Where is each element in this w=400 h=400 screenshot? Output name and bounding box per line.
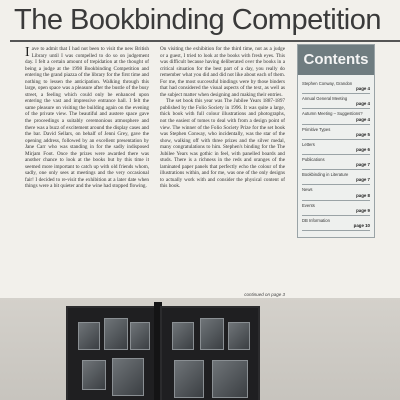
contents-entry [302,79,370,94]
book-left-board [66,306,160,400]
contents-entry [302,109,370,124]
article-paragraph: The set book this year was The Jubilee Years 1887-1897 published by the Folio Society in 1996. It was quite a large, thick book with full colour illustrations and photographs, not the easiest of tomes to deal with from a design point of view. The winner of the Folio Society Prize for the set book was Stephen Conway, who incidentally, was the star of the show, walking off with three prizes and the silver medal, many congratulations to him. Stephen's binding for the The Jubilee Years was gothic in feel, with panelled boards and studs. There is a richness in the reds and oranges of the laminated paper panels that perfectly echo the colour of the illustrations within, and for me, was one of the only designs to actually work with and consider the physical content of this book. [160,98,285,190]
contents-entry-title: Annual General Meeting [302,96,348,102]
title-rule [10,40,400,42]
article-paragraph [25,46,149,190]
contents-entry [302,185,370,200]
contents-list [298,75,374,237]
panel [78,322,100,350]
contents-box [297,44,375,238]
continued-note: continued on page 3 [244,292,285,297]
panel [172,322,194,350]
contents-entry [302,201,370,216]
panel [104,318,128,350]
contents-entry-title: Letters [302,141,315,147]
panel [200,318,224,350]
contents-entry-page: page 4 [356,86,370,92]
contents-entry-title: Stephen Conway, Grandon [302,81,353,86]
contents-entry-title: DB Information [302,217,330,223]
contents-entry-page: page 9 [356,207,370,213]
contents-entry-page: page 8 [356,192,370,198]
panel [212,360,248,398]
panel [130,322,150,350]
article-column-1 [25,46,149,190]
contents-entry [302,140,370,155]
contents-entry [302,94,370,109]
panel [174,360,204,398]
contents-entry [302,125,370,140]
page-title: The Bookbinding Competition [14,4,381,36]
contents-entry-title: News [302,187,313,193]
article-paragraph: On visiting the exhibition for the third time, not as a judge or a guest, I tried to look at the books with fresh eyes. This was difficult because having deliberated over the books in a critical situation for the best part of a day, you really do remember what you did and did not like about each of them. For me, the most successful bindings were by those binders that had considered the visual aspects of the text, as well as the subject matter when designing and making their entries. [160,46,285,98]
contents-entry-page: page 4 [356,101,370,107]
contents-entry-title: Autumn Meeting – Suggestions? [302,111,363,117]
book-right-board [160,306,260,400]
binding-photo [0,298,400,400]
panel [112,358,144,396]
article-column-2 [160,46,285,190]
contents-entry-title: Primitive Types [302,126,331,132]
contents-entry-page: page 10 [353,223,370,229]
contents-entry-title: Publications [302,157,325,163]
drop-cap: I [25,45,30,60]
panel [82,360,106,390]
contents-entry-page: page 6 [356,147,370,153]
panel [228,322,250,350]
contents-entry-title: Events [302,202,315,208]
contents-entry [302,216,370,231]
contents-entry-page: page 4 [356,116,370,122]
contents-entry-page: page 7 [356,177,370,183]
contents-title: Contents [298,45,374,75]
contents-entry-page: page 7 [356,162,370,168]
contents-entry [302,155,370,170]
contents-entry [302,170,370,185]
article-text: ave to admit that I had not been to visit the new British Library until I was compelled to do so on judgement day. I felt a certain amount of trepidation at the thought of being a judge at the 1998 Bookbinding Competition and entering the grand piazza of the library for the first time and nothing to lessen the anticipation. Walking through this large, open space was a pleasure after the bustle of the busy street, a feeling which could only be enhanced upon entering the vast and impressive entrance hall. I felt the same pleasure on visiting the building again on the evening of the private view. The beautiful and austere space gave the proceedings a suitably ceremonious atmosphere and there was a buzz of excitement around the display cases and the bar. David Sellars, on behalf of Jenni Grey, gave the opening address, followed by an excellent presentation by Jane Carr who was standing in for the sadly indisposed Mirjam Foot. Once the prizes were awarded there was another chance to look at the books but by this time it seemed more important to catch up with old friends whom, sadly, one only sees at meetings and the very occasional fair! I decided to re-visit the exhibition at a later date when things were a bit quieter and the wine had stopped flowing. [25,46,149,190]
contents-entry-page: page 5 [356,131,370,137]
contents-entry-title: Bookbinding in Literature [302,172,349,178]
